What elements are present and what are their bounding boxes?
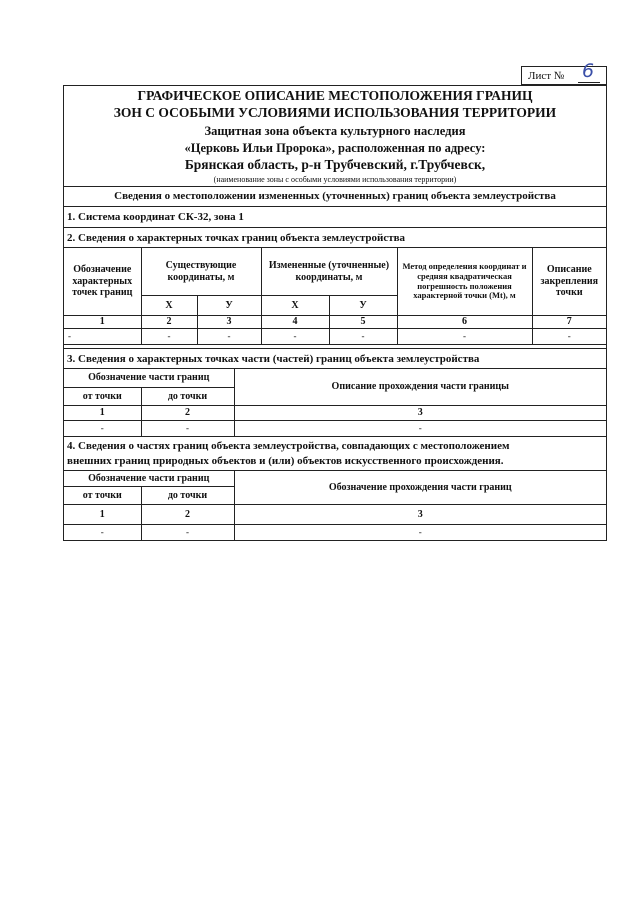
table-cell: - [261,329,329,345]
section-3-table [64,368,606,437]
title-line-4: «Церковь Ильи Пророка», расположенная по адресу: [184,141,486,155]
col-pass-desc-header: Обозначение прохождения части границ [234,471,606,505]
table-cell: 1 [64,316,141,329]
table-row [64,329,606,345]
col-changed-header: Измененные (уточненные) координаты, м [261,248,397,296]
table-cell: 2 [141,316,197,329]
table-cell: - [329,329,397,345]
table-cell: 3 [234,505,606,525]
table-cell: 6 [397,316,532,329]
title-note: (наименование зоны с особыми условиями использования территории) [213,175,457,184]
sheet-label: Лист № [528,70,565,82]
section-4-table [64,470,606,540]
col-existing-x: Х [141,296,197,316]
table-cell: - [234,525,606,540]
table-cell: - [141,525,234,540]
table-cell: 5 [329,316,397,329]
table-cell: 7 [532,316,606,329]
table-cell: - [397,329,532,345]
section-4-title-line-1: 4. Сведения о частях границ объекта землеустройства, совпадающих с местоположением [67,440,510,452]
table-cell: - [197,329,261,345]
info-title: Сведения о местоположении измененных (уточненных) границ объекта землеустройства [64,186,606,206]
col-changed-y: У [329,296,397,316]
table-row [64,421,606,437]
table-cell: - [64,421,141,437]
col-pass-desc-header: Описание прохождения части границы [234,369,606,406]
section-2-table [64,247,606,345]
col-from-header: от точки [64,388,141,406]
table-cell: 2 [141,505,234,525]
title-line-2: ЗОН С ОСОБЫМИ УСЛОВИЯМИ ИСПОЛЬЗОВАНИЯ ТЕРРИТОРИИ [113,105,557,120]
sheet-number-underline [578,82,600,83]
col-existing-y: У [197,296,261,316]
table-cell: - [141,329,197,345]
col-point-header: Обозначение характерных точек границ [64,248,141,316]
title-line-1: ГРАФИЧЕСКОЕ ОПИСАНИЕ МЕСТОПОЛОЖЕНИЯ ГРАНИЦ [137,88,533,103]
document-frame [63,85,607,541]
section-4-title [64,436,606,470]
table-cell: - [64,329,141,345]
table-cell: 3 [197,316,261,329]
table-cell: 1 [64,406,141,421]
col-part-header: Обозначение части границ [64,471,234,487]
section-3-title: 3. Сведения о характерных точках части (частей) границ объекта землеустройства [64,348,606,368]
title-line-5: Брянская область, р-н Трубчевский, г.Трубчевск, [184,157,486,172]
col-changed-x: Х [261,296,329,316]
table-cell: - [532,329,606,345]
section-1-title: 1. Система координат СК-32, зона 1 [64,206,606,226]
table-cell: 1 [64,505,141,525]
col-existing-header: Существующие координаты, м [141,248,261,296]
table-cell: - [141,421,234,437]
col-part-header: Обозначение части границ [64,369,234,388]
col-method-header: Метод определения координат и средняя квадратическая погрешность положения характерной точки (Mt), м [397,248,532,316]
table-number-row [64,316,606,329]
table-cell: - [64,525,141,540]
col-to-header: до точки [141,388,234,406]
section-2-title: 2. Сведения о характерных точках границ объекта землеустройства [64,227,606,247]
table-row [64,525,606,540]
table-cell: - [234,421,606,437]
sheet-number: 6 [582,60,595,82]
table-cell: 2 [141,406,234,421]
table-number-row [64,505,606,525]
table-number-row [64,406,606,421]
col-to-header: до точки [141,487,234,505]
table-cell: 4 [261,316,329,329]
col-desc-header: Описание закрепления точки [532,248,606,316]
title-line-3: Защитная зона объекта культурного наследия [204,124,466,138]
col-from-header: от точки [64,487,141,505]
section-4-title-line-2: внешних границ природных объектов и (или) объектов искусственного происхождения. [67,455,504,467]
table-cell: 3 [234,406,606,421]
sheet-number-box [521,60,607,85]
